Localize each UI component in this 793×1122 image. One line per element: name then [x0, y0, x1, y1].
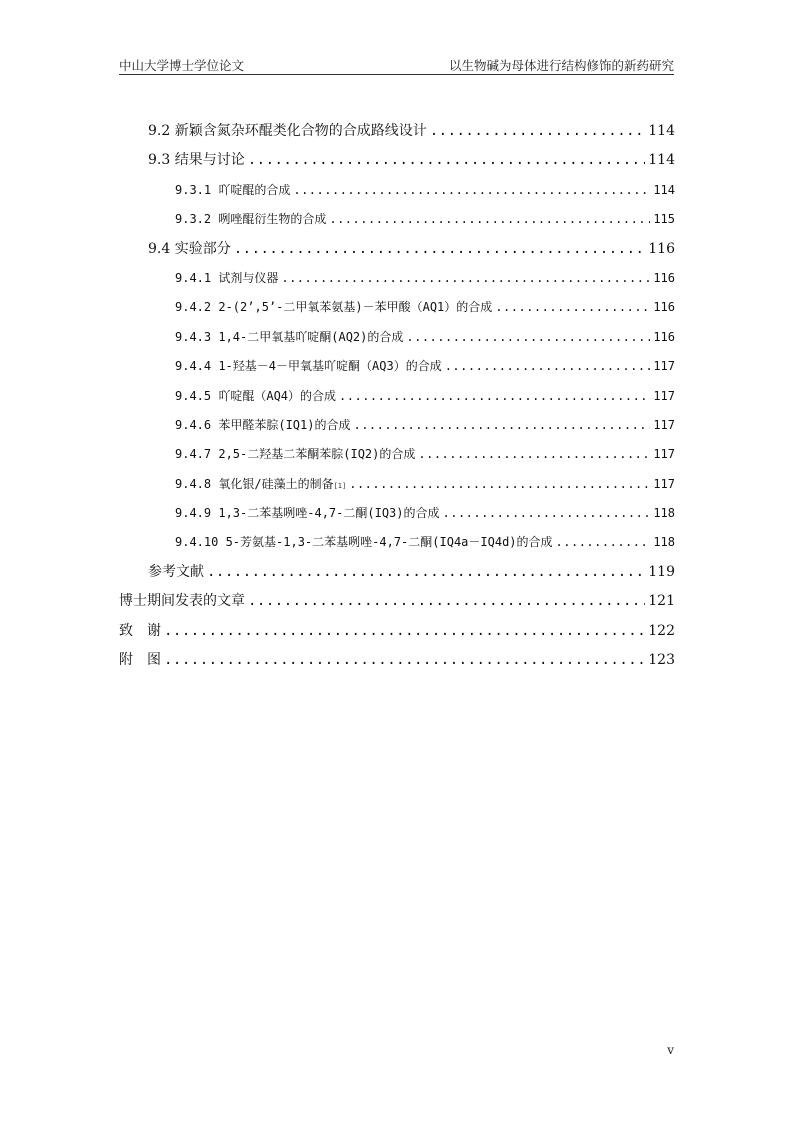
toc-entry-page: 121	[648, 593, 675, 610]
toc-entry-title: 9.4.3 1,4-二甲氧基吖啶酮(AQ2)的合成	[175, 329, 404, 344]
toc-entry[interactable]	[119, 264, 675, 293]
toc-entry-title: 9.4.10 5-芳氨基-1,3-二苯基咧唑-4,7-二酮(IQ4a－IQ4d)的合成	[175, 535, 553, 550]
toc-entry-page: 117	[653, 476, 675, 491]
toc-entry[interactable]	[119, 587, 675, 616]
toc-entry-page: 116	[648, 240, 675, 257]
toc-entry-title: 博士期间发表的文章	[119, 593, 245, 610]
toc-entry[interactable]	[119, 235, 675, 264]
toc-entry[interactable]	[119, 293, 675, 322]
toc-entry-title: 9.3.1 吖啶醌的合成	[175, 182, 291, 197]
toc-dot-leader	[349, 470, 650, 499]
toc-entry-page: 115	[653, 212, 675, 227]
toc-dot-leader	[495, 293, 650, 322]
toc-entry[interactable]	[119, 382, 675, 411]
toc-entry-title: 9.4.1 试剂与仪器	[175, 270, 279, 285]
toc-entry-page: 119	[648, 563, 675, 580]
toc-entry-title: 9.4.2 2-(2’,5’-二甲氧苯氨基)－苯甲酸（AQ1）的合成	[175, 300, 493, 315]
toc-entry-page: 116	[653, 270, 675, 285]
toc-entry-title: 9.4.4 1-羟基－4－甲氧基吖啶酮（AQ3）的合成	[175, 359, 442, 374]
table-of-contents	[119, 117, 675, 675]
toc-dot-leader	[281, 264, 650, 293]
toc-dot-leader	[406, 323, 650, 352]
toc-entry-page: 117	[653, 417, 675, 432]
toc-entry-page: 116	[653, 300, 675, 315]
toc-entry-title: 9.4.8 氧化银/硅藻土的制备	[175, 476, 334, 491]
toc-entry[interactable]	[119, 323, 675, 352]
toc-entry-title: 9.2 新颖含氮杂环醌类化合物的合成路线设计	[148, 123, 427, 139]
toc-entry-title: 9.4.9 1,3-二苯基咧唑-4,7-二酮(IQ3)的合成	[175, 506, 440, 521]
toc-entry-page: 123	[648, 652, 675, 669]
toc-dot-leader	[234, 235, 646, 264]
toc-entry[interactable]	[119, 176, 675, 205]
toc-entry[interactable]	[119, 146, 675, 175]
toc-dot-leader	[445, 352, 651, 381]
toc-dot-leader	[339, 382, 650, 411]
toc-entry-title: 9.3.2 咧唑醌衍生物的合成	[175, 212, 327, 227]
toc-dot-leader	[329, 205, 650, 234]
toc-entry[interactable]	[119, 205, 675, 234]
toc-entry[interactable]	[119, 558, 675, 587]
toc-entry[interactable]	[119, 352, 675, 381]
running-header	[119, 56, 674, 75]
toc-entry[interactable]	[119, 617, 675, 646]
page-number: v	[667, 1043, 674, 1057]
toc-entry-page: 114	[648, 152, 675, 169]
toc-entry[interactable]	[119, 440, 675, 469]
toc-entry-page: 118	[653, 506, 675, 521]
toc-entry[interactable]	[119, 528, 675, 557]
toc-entry-page: 117	[653, 359, 675, 374]
toc-entry[interactable]: 9.4.8 氧化银/硅藻土的制备 [1] ..... 117	[119, 470, 675, 499]
toc-entry-title: 致 谢	[119, 622, 161, 639]
toc-dot-leader	[556, 528, 651, 557]
toc-entry-title: 9.4.7 2,5-二羟基二苯酮苯腙(IQ2)的合成	[175, 447, 416, 462]
toc-entry-title: 附 图	[119, 652, 161, 669]
toc-dot-leader	[418, 440, 650, 469]
toc-dot-leader	[164, 646, 645, 675]
toc-entry[interactable]	[119, 117, 675, 146]
toc-dot-leader	[430, 117, 646, 146]
toc-dot-leader	[248, 587, 645, 616]
toc-entry-title: 参考文献	[148, 563, 204, 580]
toc-dot-leader	[207, 558, 645, 587]
toc-entry-page: 116	[653, 329, 675, 344]
toc-entry-page: 114	[648, 123, 675, 139]
toc-dot-leader	[353, 411, 650, 440]
toc-entry-title: 9.3 结果与讨论	[148, 152, 245, 169]
toc-entry-title: 9.4 实验部分	[148, 240, 231, 257]
toc-entry-page: 118	[653, 535, 675, 550]
toc-entry-title: 9.4.5 吖啶醌（AQ4）的合成	[175, 388, 337, 403]
toc-entry[interactable]	[119, 499, 675, 528]
toc-entry-page: 117	[653, 388, 675, 403]
toc-entry[interactable]	[119, 411, 675, 440]
toc-entry[interactable]	[119, 646, 675, 675]
toc-entry-page: 114	[653, 182, 675, 197]
header-thesis-type: 中山大学博士学位论文	[119, 58, 245, 73]
header-thesis-title: 以生物碱为母体进行结构修饰的新药研究	[448, 58, 674, 73]
toc-dot-leader	[443, 499, 651, 528]
toc-dot-leader	[248, 146, 646, 175]
toc-entry-title: 9.4.6 苯甲醛苯腙(IQ1)的合成	[175, 417, 351, 432]
toc-entry-page: 117	[653, 447, 675, 462]
toc-dot-leader	[293, 176, 650, 205]
toc-entry-page: 122	[648, 622, 675, 639]
toc-dot-leader	[164, 617, 645, 646]
